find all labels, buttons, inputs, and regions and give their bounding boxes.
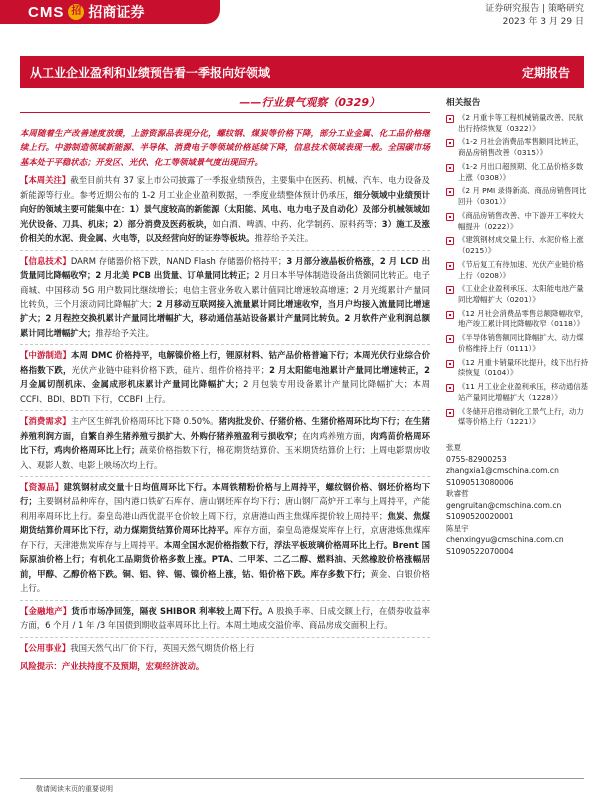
section-utility <box>20 641 430 655</box>
analyst-line[interactable]: zhangxia1@cmschina.com.cn <box>446 466 559 476</box>
section-midstream <box>20 348 430 406</box>
section-highlight: 3）施工及涨价相关的水泥、贵金属、火电等，以及经营向好的证券等板块。 <box>20 218 431 244</box>
related-report-title: 《1-2 月出口超预期、化工品价格多数上涨（0308）》 <box>458 161 584 182</box>
section-label: 【中游制造】 <box>20 350 72 361</box>
section-text: DARM 存储器价格下跌，NAND Flash 存储器价格持平； <box>70 255 287 266</box>
divider <box>20 250 430 251</box>
report-bullet-icon <box>446 262 454 270</box>
report-bullet-icon <box>446 139 454 147</box>
related-report-link[interactable] <box>446 407 588 428</box>
analyst-line: S1090522070004 <box>446 546 514 556</box>
section-text: 2 月包装专用设备累计产量同比降幅扩大；本周 CCFI、BDI、BDTI 下行，CCBFI 上行。 <box>20 379 430 404</box>
related-report-link[interactable] <box>446 162 588 183</box>
related-report-title: 《11 月工业企业盈利承压，移动通信基站产量同比增幅扩大（1228）》 <box>458 382 589 402</box>
section-label: 【信息技术】 <box>20 255 71 266</box>
section-focus <box>20 173 430 245</box>
main-content <box>20 126 430 677</box>
section-label: 【资源品】 <box>20 481 64 492</box>
section-text: 推荐给予关注。 <box>254 233 314 244</box>
related-report-title: 《节后复工有待加速、光伏产业链价格上行（0208）》 <box>458 259 584 280</box>
related-report-link[interactable] <box>446 358 588 379</box>
report-title: 从工业企业盈利和业绩预告看一季报向好领域 <box>30 65 271 80</box>
section-text: 如白酒、啤酒、中药、化学制药、原料药等； <box>212 218 382 229</box>
related-report-title: 《建筑钢材成交量上行、水泥价格上涨（0215）》 <box>458 235 584 256</box>
analyst-line: S1090520020001 <box>446 512 514 522</box>
report-bullet-icon <box>446 409 454 417</box>
report-bullet-icon <box>446 237 454 245</box>
section-highlight: 猪肉批发价、仔猪价格、生猪价格周环比均下行；在生猪养殖利润方面，自繁自养生猪养殖亏损扩大、外购仔猪养殖盈利亏损收窄； <box>20 416 431 441</box>
section-label: 【公用事业】 <box>20 642 71 653</box>
report-date: 2023 年 3 月 29 日 <box>502 17 584 27</box>
related-reports-title: 相关报告 <box>446 98 481 108</box>
section-text: 光伏产业链中硅料价格下跌，硅片、组件价格持平； <box>71 364 270 375</box>
related-report-link[interactable] <box>446 260 588 281</box>
page-header <box>0 0 600 30</box>
section-text: 蔬菜价格指数下行，棉花期货结算价、玉米期货结算价上行；上周电影票房收入、观影人数、电影上映场次均上行。 <box>20 445 431 470</box>
section-text: 在肉鸡养殖方面， <box>301 430 371 441</box>
related-report-title: 《商品房销售改善、中下游开工率较大幅提升（0222）》 <box>458 210 584 231</box>
logo-text-cn: 招商证券 <box>88 5 145 21</box>
related-report-title: 《12 月重卡销量环比提升，线下出行持续恢复（0104）》 <box>458 357 589 378</box>
related-report-link[interactable] <box>446 235 588 256</box>
related-report-title: 《工业企业盈利承压、太阳能电池产量同比增幅扩大（0201）》 <box>458 284 584 305</box>
report-bullet-icon <box>446 335 454 343</box>
related-report-link[interactable] <box>446 284 588 305</box>
related-report-link[interactable] <box>446 309 588 330</box>
related-report-title: 《半导体销售额同比降幅扩大、动力煤价格维持上行（0111）》 <box>458 333 584 353</box>
section-highlight: 细分领域中业绩预计向好的领域主要可能集中在：1）景气度较高的新能源（太阳能、风电、电力电子及自动化）及部分机械领域如光伏设备、刀具、机床；2）部分消费及医药板块， <box>20 189 430 229</box>
section-finance <box>20 604 430 633</box>
related-report-title: 《2 月重卡等工程机械销量改善、民航出行持续恢复（0322）》 <box>458 113 584 133</box>
section-highlight: 焦炭、焦煤期货结算价周环比下行，动力煤期货结算价周环比持平。 <box>20 510 431 536</box>
sidebar <box>446 96 588 557</box>
section-highlight: 本周全国水泥价格指数下行，浮法平板玻璃价格周环比上行。Brent 国际原油价格上行；有机化工品期货价格多数上涨。PTA、二甲苯、二乙二醇、燃料油、天然橡胶价格涨幅居前，甲醇、乙醇价格下跌。铜、铝、锌、锡、镍价格上涨，钴、铅价格下跌。库存多数下行； <box>20 539 430 579</box>
report-subtitle: ——行业景气观察（0329） <box>239 96 380 109</box>
section-highlight: 3 月部分液晶板价格涨，2 月 LCD 出货量同比降幅收窄；2 月北美 PCB 出货量、订单量同比转正； <box>20 255 431 281</box>
section-consumer <box>20 414 430 472</box>
divider <box>20 476 430 477</box>
section-label: 【金融地产】 <box>20 605 72 616</box>
analyst-line: S1090513080006 <box>446 477 514 487</box>
report-bullet-icon <box>446 286 454 294</box>
related-report-title: 《2 月 PMI 录得新高、商品房销售同比回升（0301）》 <box>458 186 587 207</box>
divider <box>20 410 430 411</box>
section-highlight: 建筑钢材成交量十日均值周环比下行。本周铁精粉价格与上周持平，螺纹钢价格、钢坯价格均下行； <box>20 481 430 507</box>
section-tech <box>20 254 430 341</box>
section-highlight: 2 月移动互联网接入流量累计同比增速收窄，当月户均接入流量同比增速扩大；2 月程控交换机累计产量同比增幅扩大，移动通信基站设备累计产量同比转负。2 月软件产业利润总额累计同比增幅扩大； <box>20 298 431 338</box>
section-label: 【消费需求】 <box>20 416 71 427</box>
analyst-line[interactable]: chenxingyu@cmschina.com.cn <box>446 535 564 545</box>
footer-divider <box>20 778 584 779</box>
related-report-link[interactable] <box>446 211 588 232</box>
report-bullet-icon <box>446 164 454 172</box>
analyst-contacts <box>446 442 588 557</box>
related-report-link[interactable] <box>446 186 588 207</box>
section-highlight: 肉鸡苗价格周环比下行，鸡肉价格周环比上行； <box>20 430 431 456</box>
section-text: 库存方面，秦皇岛港煤炭库存上行，京唐港炼焦煤库存下行，天津港焦炭库存与上周持平。 <box>20 525 431 550</box>
section-text: 主要钢材品种库存，国内港口铁矿石库存、唐山钢坯库存均下行；唐山钢厂高炉开工率与上周持平，产能利用率周环比上行。秦皇岛港山西优混平仓价较上周下行，京唐港山西主焦煤库提价较上周持平； <box>20 496 430 521</box>
section-text: 2 月日本半导体制造设备出货额同比转正。电子商城、中国移动 5G 用户数同比继续增长；电信主营业务收入累计值同比增速较高增速；2 月光缆累计产量同比转负，三个月滚动同比降幅扩大； <box>20 270 430 309</box>
report-bullet-icon <box>446 311 454 319</box>
report-bullet-icon <box>446 188 454 196</box>
related-reports-list <box>446 113 588 428</box>
divider <box>20 637 430 638</box>
section-highlight: 2 月太阳能电池累计产量同比增速转正，2 月金属切削机床、金属成形机床累计产量同比降幅扩大； <box>20 364 431 390</box>
section-highlight: 货币市场净回笼，隔夜 SHIBOR 利率较上周下行。 <box>71 605 268 616</box>
logo-text-en: CMS <box>28 3 65 21</box>
analyst-line[interactable]: gengruitan@cmschina.com.cn <box>446 500 562 510</box>
section-text: 主产区生鲜乳价格周环比下降 0.50%。 <box>70 416 219 427</box>
analyst-line: 耿睿哲 <box>446 489 469 499</box>
related-report-link[interactable] <box>446 382 588 403</box>
logo-icon: 招 <box>68 4 84 20</box>
section-text: A 股换手率、日成交额上行，在债券收益率方面，6 个月 / 1 年 /3 年国债到期收益率周环比上行。本周土地成交溢价率、商品房成交面积上行。 <box>20 605 430 631</box>
analyst-line: 陈星宇 <box>446 523 469 533</box>
section-text: 截至目前共有 37 家上市公司披露了一季报业绩预告，主要集中在医药、机械、汽车、电力设备及新能源等行业。参考近期公布的 1-2 月工业企业盈利数据，一季度业绩整体预计仍承压， <box>20 175 431 200</box>
related-report-link[interactable] <box>446 137 588 158</box>
analyst-line: 张夏 <box>446 443 462 453</box>
related-report-title: 《冬储开启推动铜化工景气上行，动力煤等价格上行（1221）》 <box>458 406 584 427</box>
report-type-tag: 定期报告 <box>521 66 570 80</box>
report-bullet-icon <box>446 213 454 221</box>
section-text: 我国天然气出厂价下行，英国天然气期货价格上行 <box>70 642 255 653</box>
section-resource <box>20 480 430 596</box>
title-divider <box>20 112 430 113</box>
related-report-link[interactable] <box>446 333 588 354</box>
report-bullet-icon <box>446 115 454 123</box>
analyst-line: 0755-82900253 <box>446 454 507 464</box>
section-text: 黄金、白银价格上行。 <box>20 568 431 594</box>
footer-disclaimer: 敬请阅读末页的重要说明 <box>36 785 113 793</box>
risk-warning: 风险提示：产业扶持度不及预期，宏观经济波动。 <box>20 660 205 671</box>
summary-paragraph: 本周随着生产改善速度放缓，上游资源品表现分化，螺纹钢、煤炭等价格下降，部分工业金属、化工品价格继续上行。中游制造领域新能源、半导体、消费电子等领域价格延续下降，信息技术领域表现一般。全国碳市场基本处于平稳状态；开发区、光伏、化工等领域景气度出现回升。 <box>20 128 430 167</box>
report-bullet-icon <box>446 360 454 368</box>
report-bullet-icon <box>446 384 454 392</box>
related-report-title: 《12 月社会消费品零售总额降幅收窄，地产竣工累计同比降幅收窄（0118）》 <box>458 308 589 329</box>
section-highlight: 本周 DMC 价格持平，电解镍价格上行，锂原材料、钴产品价格普遍下行；本周光伏行业综合价格指数下跌， <box>20 350 430 375</box>
related-report-title: 《1-2 月社会消费品零售额同比转正，商品房销售改善（0315）》 <box>458 137 584 158</box>
logo-bar <box>0 0 220 24</box>
divider <box>20 600 430 601</box>
report-kind: 证券研究报告 | 策略研究 <box>485 4 584 14</box>
section-label: 【本周关注】 <box>20 175 71 186</box>
title-band <box>20 56 584 88</box>
section-text: 推荐给予关注。 <box>95 327 154 338</box>
related-report-link[interactable] <box>446 113 588 134</box>
divider <box>20 344 430 345</box>
